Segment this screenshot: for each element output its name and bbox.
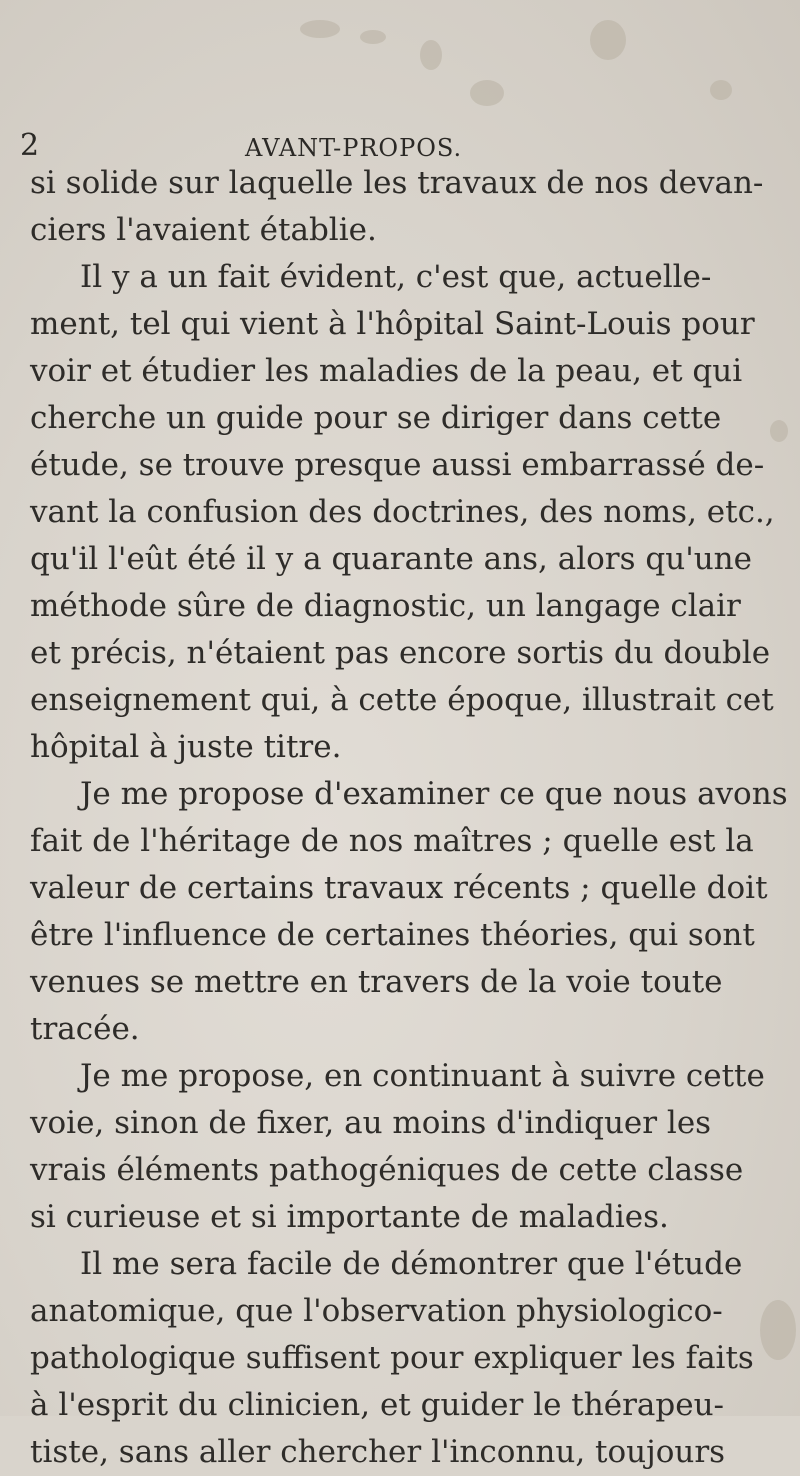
paper-stain	[470, 80, 504, 106]
paper-stain	[710, 80, 732, 100]
text-line: valeur de certains travaux récents ; quelle doit	[30, 870, 768, 906]
text-line: être l'influence de certaines théories, qui sont	[30, 917, 755, 953]
text-line: et précis, n'étaient pas encore sortis du double	[30, 635, 771, 671]
text-line: ciers l'avaient établie.	[30, 212, 377, 248]
text-line: Il me sera facile de démontrer que l'étude	[80, 1246, 743, 1282]
paper-stain	[300, 20, 340, 38]
text-line: étude, se trouve presque aussi embarrassé de-	[30, 447, 765, 483]
text-line: Je me propose, en continuant à suivre cette	[80, 1058, 765, 1094]
body-text	[30, 160, 788, 1476]
text-line: Il y a un fait évident, c'est que, actuelle-	[80, 259, 712, 295]
text-line: si solide sur laquelle les travaux de nos devan-	[30, 165, 764, 201]
text-line: Je me propose d'examiner ce que nous avons	[80, 776, 788, 812]
text-line: vant la confusion des doctrines, des noms, etc.,	[30, 494, 775, 530]
text-line: méthode sûre de diagnostic, un langage clair	[30, 588, 741, 624]
text-line: hôpital à juste titre.	[30, 729, 342, 765]
paper-stain	[590, 20, 626, 60]
text-line: anatomique, que l'observation physiologico-	[30, 1293, 723, 1329]
text-line: venues se mettre en travers de la voie toute	[30, 964, 723, 1000]
text-line: ment, tel qui vient à l'hôpital Saint-Louis pour	[30, 306, 755, 342]
text-line: voir et étudier les maladies de la peau, et qui	[30, 353, 743, 389]
text-line: enseignement qui, à cette époque, illustrait cet	[30, 682, 774, 718]
text-line: vrais éléments pathogéniques de cette classe	[30, 1152, 744, 1188]
text-line: si curieuse et si importante de maladies.	[30, 1199, 669, 1235]
text-line: à l'esprit du clinicien, et guider le thérapeu-	[30, 1387, 725, 1423]
text-line: qu'il l'eût été il y a quarante ans, alors qu'une	[30, 541, 752, 577]
paper-stain	[770, 420, 788, 442]
text-line: pathologique suffisent pour expliquer les faits	[30, 1340, 754, 1376]
paper-stain	[420, 40, 442, 70]
text-line: tracée.	[30, 1011, 140, 1047]
page-number: 2	[20, 128, 40, 163]
text-line: tiste, sans aller chercher l'inconnu, toujours	[30, 1434, 726, 1470]
running-title: AVANT-PROPOS.	[245, 134, 463, 162]
text-line: fait de l'héritage de nos maîtres ; quelle est la	[30, 823, 754, 859]
paper-stain	[360, 30, 386, 44]
text-line: voie, sinon de fixer, au moins d'indiquer les	[30, 1105, 712, 1141]
text-line: cherche un guide pour se diriger dans cette	[30, 400, 722, 436]
